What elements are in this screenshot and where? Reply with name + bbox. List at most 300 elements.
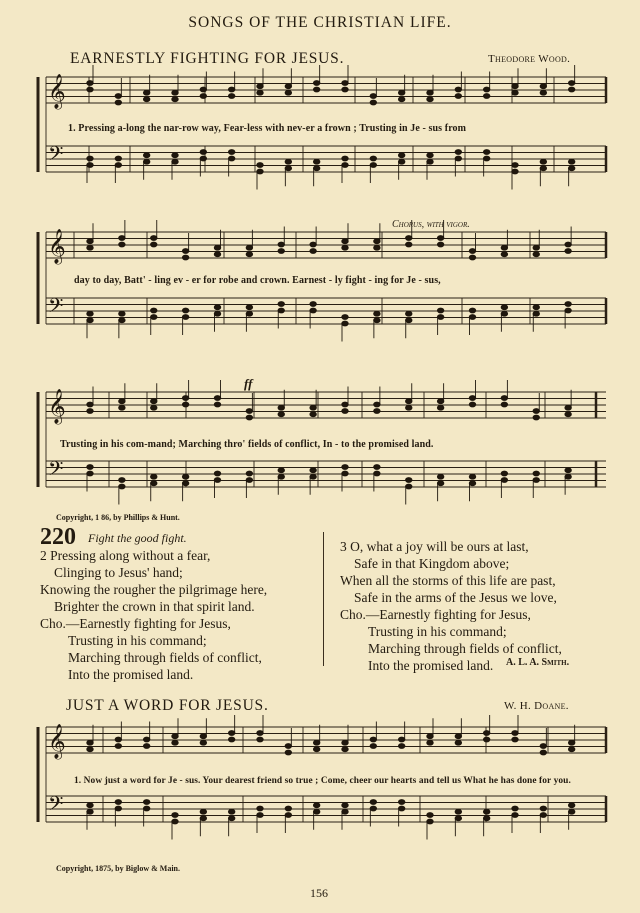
note-head bbox=[257, 806, 263, 811]
note-head bbox=[374, 465, 380, 470]
note-head bbox=[398, 97, 404, 102]
note-head bbox=[87, 81, 93, 86]
hymn-subtitle: Fight the good fight. bbox=[88, 531, 187, 545]
note-head bbox=[398, 806, 404, 811]
note-head bbox=[257, 90, 263, 95]
stanza-line: 3 O, what a joy will be ours at last, bbox=[340, 539, 529, 554]
note-head bbox=[406, 484, 412, 489]
note-head bbox=[427, 97, 433, 102]
note-head bbox=[342, 471, 348, 476]
stanza-line: When all the storms of this life are past, bbox=[340, 573, 556, 588]
note-head bbox=[342, 321, 348, 326]
note-head bbox=[87, 471, 93, 476]
note-head bbox=[455, 87, 461, 92]
note-head bbox=[285, 750, 291, 755]
note-head bbox=[565, 242, 571, 247]
note-head bbox=[87, 87, 93, 92]
note-head bbox=[143, 90, 149, 95]
author-name: A. L. A. Smith. bbox=[506, 657, 570, 668]
note-head bbox=[342, 156, 348, 161]
note-head bbox=[501, 245, 507, 250]
note-head bbox=[437, 242, 443, 247]
hymn-title-2: JUST A WORD FOR JESUS. bbox=[66, 697, 269, 714]
note-head bbox=[214, 311, 220, 316]
lyrics-line-3: Trusting in his com-mand; Marching thro' fields of conflict, In - to the promised land. bbox=[60, 439, 434, 450]
note-head bbox=[565, 468, 571, 473]
stanza-line: Safe in the arms of the Jesus we love, bbox=[354, 590, 557, 605]
note-head bbox=[143, 744, 149, 749]
note-head bbox=[214, 305, 220, 310]
note-head bbox=[540, 84, 546, 89]
note-head bbox=[115, 94, 121, 99]
note-head bbox=[342, 740, 348, 745]
note-head bbox=[512, 163, 518, 168]
note-head bbox=[427, 734, 433, 739]
note-head bbox=[87, 747, 93, 752]
note-head bbox=[374, 409, 380, 414]
note-head bbox=[310, 249, 316, 254]
note-head bbox=[501, 305, 507, 310]
chorus-marking: Chorus, with vigor. bbox=[392, 219, 470, 230]
note-head bbox=[172, 734, 178, 739]
note-head bbox=[182, 308, 188, 313]
note-head bbox=[455, 816, 461, 821]
note-head bbox=[374, 245, 380, 250]
note-head bbox=[87, 740, 93, 745]
note-head bbox=[310, 412, 316, 417]
note-head bbox=[533, 415, 539, 420]
note-head bbox=[214, 402, 220, 407]
note-head bbox=[285, 84, 291, 89]
note-head bbox=[200, 156, 206, 161]
note-head bbox=[115, 806, 121, 811]
note-head bbox=[406, 405, 412, 410]
note-head bbox=[398, 159, 404, 164]
note-head bbox=[455, 809, 461, 814]
page-header: SONGS OF THE CHRISTIAN LIFE. bbox=[188, 14, 452, 31]
treble-clef: 𝄞 bbox=[48, 724, 66, 759]
note-head bbox=[87, 402, 93, 407]
note-head bbox=[342, 465, 348, 470]
note-head bbox=[512, 737, 518, 742]
note-head bbox=[427, 819, 433, 824]
note-head bbox=[87, 809, 93, 814]
note-head bbox=[427, 153, 433, 158]
note-head bbox=[512, 806, 518, 811]
note-head bbox=[501, 478, 507, 483]
note-head bbox=[257, 84, 263, 89]
note-head bbox=[257, 731, 263, 736]
stanza-line: Cho.—Earnestly fighting for Jesus, bbox=[340, 607, 531, 622]
note-head bbox=[151, 236, 157, 241]
note-head bbox=[533, 478, 539, 483]
note-head bbox=[228, 737, 234, 742]
note-head bbox=[214, 252, 220, 257]
note-head bbox=[285, 159, 291, 164]
note-head bbox=[406, 311, 412, 316]
note-head bbox=[568, 159, 574, 164]
note-head bbox=[310, 302, 316, 307]
note-head bbox=[406, 242, 412, 247]
note-head bbox=[151, 399, 157, 404]
note-head bbox=[374, 311, 380, 316]
note-head bbox=[246, 415, 252, 420]
note-head bbox=[214, 478, 220, 483]
note-head bbox=[151, 481, 157, 486]
note-head bbox=[427, 90, 433, 95]
note-head bbox=[398, 90, 404, 95]
note-head bbox=[374, 471, 380, 476]
note-head bbox=[370, 800, 376, 805]
note-head bbox=[87, 409, 93, 414]
note-head bbox=[200, 734, 206, 739]
note-head bbox=[565, 474, 571, 479]
note-head bbox=[228, 150, 234, 155]
note-head bbox=[278, 474, 284, 479]
note-head bbox=[228, 809, 234, 814]
note-head bbox=[374, 239, 380, 244]
note-head bbox=[568, 81, 574, 86]
note-head bbox=[246, 471, 252, 476]
note-head bbox=[87, 239, 93, 244]
note-head bbox=[455, 94, 461, 99]
note-head bbox=[370, 156, 376, 161]
note-head bbox=[342, 315, 348, 320]
note-head bbox=[568, 87, 574, 92]
note-head bbox=[278, 468, 284, 473]
note-head bbox=[565, 412, 571, 417]
note-head bbox=[115, 800, 121, 805]
treble-clef: 𝄞 bbox=[48, 229, 66, 264]
note-head bbox=[246, 409, 252, 414]
note-head bbox=[310, 405, 316, 410]
fortissimo-mark: ff bbox=[244, 376, 253, 391]
note-head bbox=[278, 412, 284, 417]
note-head bbox=[151, 308, 157, 313]
column-divider bbox=[323, 532, 324, 666]
note-head bbox=[87, 163, 93, 168]
note-head bbox=[182, 249, 188, 254]
note-head bbox=[200, 150, 206, 155]
note-head bbox=[342, 402, 348, 407]
note-head bbox=[406, 318, 412, 323]
stanza-line: Trusting in his command; bbox=[68, 633, 207, 648]
note-head bbox=[469, 308, 475, 313]
note-head bbox=[313, 87, 319, 92]
note-head bbox=[228, 156, 234, 161]
note-head bbox=[370, 744, 376, 749]
note-head bbox=[437, 308, 443, 313]
note-head bbox=[501, 252, 507, 257]
note-head bbox=[568, 747, 574, 752]
note-head bbox=[228, 94, 234, 99]
treble-clef: 𝄞 bbox=[48, 74, 66, 109]
note-head bbox=[143, 737, 149, 742]
composer-name: Theodore Wood. bbox=[488, 53, 571, 65]
note-head bbox=[533, 471, 539, 476]
note-head bbox=[182, 255, 188, 260]
note-head bbox=[214, 396, 220, 401]
note-head bbox=[469, 402, 475, 407]
stanza-line: Clinging to Jesus' hand; bbox=[54, 565, 183, 580]
note-head bbox=[342, 87, 348, 92]
note-head bbox=[533, 409, 539, 414]
note-head bbox=[342, 239, 348, 244]
note-head bbox=[437, 481, 443, 486]
note-head bbox=[151, 405, 157, 410]
note-head bbox=[182, 402, 188, 407]
note-head bbox=[374, 318, 380, 323]
copyright-note: Copyright, 1 86, by Phillips & Hunt. bbox=[56, 513, 180, 522]
note-head bbox=[455, 150, 461, 155]
note-head bbox=[540, 750, 546, 755]
note-head bbox=[540, 806, 546, 811]
composer-name-2: W. H. Doane. bbox=[504, 700, 569, 712]
note-head bbox=[172, 819, 178, 824]
note-head bbox=[483, 87, 489, 92]
note-head bbox=[182, 474, 188, 479]
note-head bbox=[455, 734, 461, 739]
note-head bbox=[370, 94, 376, 99]
note-head bbox=[278, 242, 284, 247]
note-head bbox=[406, 478, 412, 483]
note-head bbox=[151, 315, 157, 320]
note-head bbox=[87, 156, 93, 161]
note-head bbox=[172, 813, 178, 818]
stanza-line: Into the promised land. bbox=[368, 658, 494, 673]
note-head bbox=[143, 153, 149, 158]
lyrics-line-1: 1. Pressing a-long the nar-row way, Fear-less with nev-er a frown ; Trusting in Je - sus from bbox=[68, 123, 467, 134]
lyrics-line-4: 1. Now just a word for Je - sus. Your dearest friend so true ; Come, cheer our hearts and tell us What he has done for you. bbox=[74, 776, 571, 786]
note-head bbox=[437, 405, 443, 410]
note-head bbox=[182, 396, 188, 401]
note-head bbox=[313, 803, 319, 808]
note-head bbox=[228, 816, 234, 821]
note-head bbox=[501, 311, 507, 316]
note-head bbox=[87, 803, 93, 808]
note-head bbox=[119, 478, 125, 483]
stanza-line: 2 Pressing along without a fear, bbox=[40, 548, 211, 563]
bass-clef: 𝄢 bbox=[48, 142, 64, 170]
bass-clef: 𝄢 bbox=[48, 457, 64, 485]
note-head bbox=[172, 740, 178, 745]
stanza-line: Knowing the rougher the pilgrimage here, bbox=[40, 582, 268, 597]
note-head bbox=[119, 405, 125, 410]
note-head bbox=[143, 800, 149, 805]
stanza-line: Safe in that Kingdom above; bbox=[354, 556, 510, 571]
note-head bbox=[483, 150, 489, 155]
note-head bbox=[540, 90, 546, 95]
note-head bbox=[200, 816, 206, 821]
note-head bbox=[483, 737, 489, 742]
note-head bbox=[313, 159, 319, 164]
note-head bbox=[406, 399, 412, 404]
note-head bbox=[246, 311, 252, 316]
note-head bbox=[151, 474, 157, 479]
note-head bbox=[437, 474, 443, 479]
stanza-3 bbox=[340, 538, 562, 674]
note-head bbox=[342, 747, 348, 752]
note-head bbox=[342, 409, 348, 414]
note-head bbox=[310, 242, 316, 247]
note-head bbox=[115, 744, 121, 749]
note-head bbox=[501, 396, 507, 401]
note-head bbox=[533, 252, 539, 257]
hymn-title: EARNESTLY FIGHTING FOR JESUS. bbox=[70, 50, 345, 67]
note-head bbox=[119, 484, 125, 489]
note-head bbox=[257, 813, 263, 818]
note-head bbox=[501, 402, 507, 407]
note-head bbox=[568, 809, 574, 814]
note-head bbox=[200, 87, 206, 92]
note-head bbox=[370, 806, 376, 811]
note-head bbox=[483, 809, 489, 814]
note-head bbox=[512, 90, 518, 95]
note-head bbox=[437, 315, 443, 320]
note-head bbox=[540, 166, 546, 171]
note-head bbox=[119, 236, 125, 241]
note-head bbox=[568, 803, 574, 808]
note-head bbox=[342, 245, 348, 250]
note-head bbox=[398, 800, 404, 805]
note-head bbox=[469, 481, 475, 486]
note-head bbox=[483, 816, 489, 821]
note-head bbox=[228, 731, 234, 736]
note-head bbox=[87, 318, 93, 323]
note-head bbox=[501, 471, 507, 476]
note-head bbox=[214, 471, 220, 476]
note-head bbox=[565, 405, 571, 410]
bass-clef: 𝄢 bbox=[48, 792, 64, 820]
note-head bbox=[119, 399, 125, 404]
note-head bbox=[565, 249, 571, 254]
note-head bbox=[512, 813, 518, 818]
note-head bbox=[87, 465, 93, 470]
note-head bbox=[533, 311, 539, 316]
note-head bbox=[200, 809, 206, 814]
note-head bbox=[533, 245, 539, 250]
note-head bbox=[455, 740, 461, 745]
note-head bbox=[512, 84, 518, 89]
note-head bbox=[214, 245, 220, 250]
note-head bbox=[469, 396, 475, 401]
note-head bbox=[469, 474, 475, 479]
stanza-2 bbox=[40, 547, 267, 683]
stanza-line: Marching through fields of conflict, bbox=[368, 641, 562, 656]
note-head bbox=[483, 731, 489, 736]
note-head bbox=[285, 166, 291, 171]
note-head bbox=[143, 159, 149, 164]
note-head bbox=[398, 737, 404, 742]
note-head bbox=[115, 163, 121, 168]
note-head bbox=[427, 813, 433, 818]
note-head bbox=[469, 255, 475, 260]
note-head bbox=[469, 249, 475, 254]
note-head bbox=[285, 806, 291, 811]
note-head bbox=[119, 242, 125, 247]
note-head bbox=[455, 156, 461, 161]
note-head bbox=[257, 169, 263, 174]
note-head bbox=[313, 81, 319, 86]
note-head bbox=[342, 81, 348, 86]
note-head bbox=[200, 94, 206, 99]
note-head bbox=[143, 806, 149, 811]
note-head bbox=[228, 87, 234, 92]
note-head bbox=[437, 399, 443, 404]
note-head bbox=[342, 803, 348, 808]
stanza-line: Marching through fields of conflict, bbox=[68, 650, 262, 665]
note-head bbox=[374, 402, 380, 407]
note-head bbox=[342, 163, 348, 168]
note-head bbox=[119, 311, 125, 316]
note-head bbox=[285, 90, 291, 95]
copyright-note-2: Copyright, 1875, by Biglow & Main. bbox=[56, 864, 181, 873]
note-head bbox=[568, 740, 574, 745]
note-head bbox=[483, 94, 489, 99]
stanza-line: Brighter the crown in that spirit land. bbox=[54, 599, 255, 614]
note-head bbox=[285, 813, 291, 818]
note-head bbox=[182, 315, 188, 320]
page-number: 156 bbox=[310, 886, 328, 900]
note-head bbox=[172, 153, 178, 158]
note-head bbox=[115, 100, 121, 105]
note-head bbox=[278, 405, 284, 410]
note-head bbox=[512, 169, 518, 174]
note-head bbox=[151, 242, 157, 247]
note-head bbox=[285, 744, 291, 749]
note-head bbox=[278, 249, 284, 254]
note-head bbox=[533, 305, 539, 310]
note-head bbox=[143, 97, 149, 102]
note-head bbox=[370, 737, 376, 742]
note-head bbox=[313, 166, 319, 171]
note-head bbox=[200, 740, 206, 745]
note-head bbox=[512, 731, 518, 736]
stanza-line: Trusting in his command; bbox=[368, 624, 507, 639]
note-head bbox=[278, 308, 284, 313]
note-head bbox=[246, 478, 252, 483]
note-head bbox=[87, 311, 93, 316]
note-head bbox=[540, 813, 546, 818]
lyrics-line-2: day to day, Batt' - ling ev - er for robe and crown. Earnest - ly fight - ing for Je - sus, bbox=[74, 275, 441, 286]
stanza-line: Cho.—Earnestly fighting for Jesus, bbox=[40, 616, 231, 631]
note-head bbox=[568, 166, 574, 171]
note-head bbox=[310, 468, 316, 473]
note-head bbox=[87, 245, 93, 250]
note-head bbox=[469, 315, 475, 320]
note-head bbox=[278, 302, 284, 307]
note-head bbox=[437, 236, 443, 241]
note-head bbox=[257, 163, 263, 168]
note-head bbox=[483, 156, 489, 161]
note-head bbox=[342, 809, 348, 814]
note-head bbox=[427, 740, 433, 745]
note-head bbox=[246, 305, 252, 310]
note-head bbox=[370, 100, 376, 105]
note-head bbox=[370, 163, 376, 168]
note-head bbox=[115, 156, 121, 161]
note-head bbox=[246, 252, 252, 257]
note-head bbox=[565, 302, 571, 307]
note-head bbox=[565, 308, 571, 313]
note-head bbox=[172, 159, 178, 164]
note-head bbox=[310, 308, 316, 313]
stanza-line: Into the promised land. bbox=[68, 667, 194, 682]
note-head bbox=[172, 97, 178, 102]
note-head bbox=[398, 153, 404, 158]
note-head bbox=[119, 318, 125, 323]
note-head bbox=[115, 737, 121, 742]
